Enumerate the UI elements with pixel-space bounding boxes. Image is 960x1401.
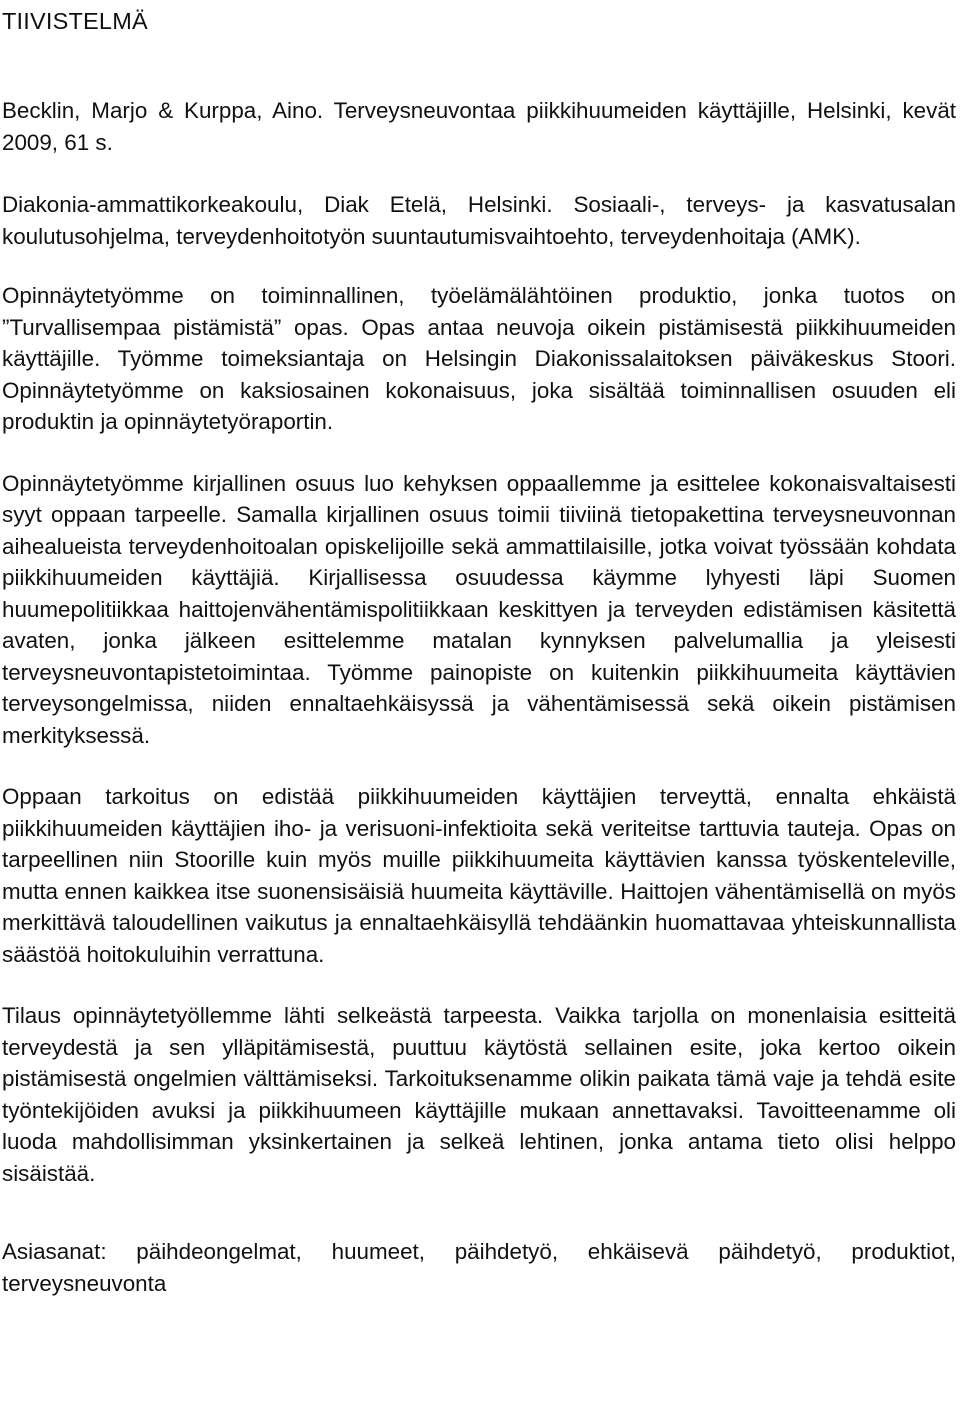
institution-paragraph: Diakonia-ammattikorkeakoulu, Diak Etelä, Helsinki. Sosiaali-, terveys- ja kasvatusalan koulutusohjelma, terveydenhoitotyön suuntautumisvaihtoehto, terveydenhoitaja (AMK).: [2, 192, 956, 249]
body-paragraph-3: Oppaan tarkoitus on edistää piikkihuumeiden käyttäjien terveyttä, ennalta ehkäistä piikkihuumeiden käyttäjien iho- ja verisuoni-infektioita sekä veriteitse tarttuvia tauteja. Opas on tarpeellinen niin Stoorille kuin myös muille piikkihuumeita käyttävien kanssa työskenteleville, mutta ennen kaikkea itse suonensisäisiä huumeita käyttäville. Haittojen vähentämisellä on myös merkittävä taloudellinen vaikutus ja ennaltaehkäisyllä tehdäänkin huomattavaa yhteiskunnallista säästöä hoitokuluihin verrattuna.: [2, 784, 956, 967]
body-paragraph-2: Opinnäytetyömme kirjallinen osuus luo kehyksen oppaallemme ja esittelee kokonaisvaltaisesti syyt oppaan tarpeelle. Samalla kirjallinen osuus toimii tiiviinä tietopakettina terveysneuvonnan aihealueista terveydenhoitoalan opiskelijoille sekä ammattilaisille, jotka voivat työssään kohdata piikkihuumeiden käyttäjiä. Kirjallisessa osuudessa käymme lyhyesti läpi Suomen huumepolitiikkaa haittojenvähentämispolitiikkaan keskittyen ja terveyden edistämisen käsitettä avaten, jonka jälkeen esittelemme matalan kynnyksen palvelumallia ja yleisesti terveysneuvontapistetoimintaa. Työmme painopiste on kuitenkin piikkihuumeita käyttävien terveysongelmissa, niiden ennaltaehkäisyssä ja vähentämisessä sekä oikein pistämisen merkityksessä.: [2, 470, 956, 748]
citation-paragraph: Becklin, Marjo & Kurppa, Aino. Terveysneuvontaa piikkihuumeiden käyttäjille, Helsinki, kevät 2009, 61 s.: [2, 98, 956, 155]
body-paragraph-4: Tilaus opinnäytetyöllemme lähti selkeästä tarpeesta. Vaikka tarjolla on monenlaisia esitteitä terveydestä ja sen ylläpitämisestä, puuttuu käytöstä sellainen esite, joka kertoo oikein pistämisestä ongelmien välttämiseksi. Tarkoituksenamme olikin paikata tämä vaje ja tehdä esite työntekijöiden avuksi ja piikkihuumeen käyttäjille mukaan annettavaksi. Tavoitteenamme oli luoda mahdollisimman yksinkertainen ja selkeä lehtinen, jonka antama tieto olisi helppo sisäistää.: [2, 1003, 956, 1186]
body-paragraph-1: Opinnäytetyömme on toiminnallinen, työelämälähtöinen produktio, jonka tuotos on ”Turvallisempaa pistämistä” opas. Opas antaa neuvoja oikein pistämisestä piikkihuumeiden käyttäjille. Työmme toimeksiantaja on Helsingin Diakonissalaitoksen päiväkeskus Stoori. Opinnäytetyömme on kaksiosainen kokonaisuus, joka sisältää toiminnallisen osuuden eli produktin ja opinnäytetyöraportin.: [2, 283, 956, 434]
keywords-paragraph: Asiasanat: päihdeongelmat, huumeet, päihdetyö, ehkäisevä päihdetyö, produktiot, terveysneuvonta: [2, 1239, 956, 1296]
page-title: TIIVISTELMÄ: [2, 8, 148, 34]
document-page: [2, 0, 956, 1299]
